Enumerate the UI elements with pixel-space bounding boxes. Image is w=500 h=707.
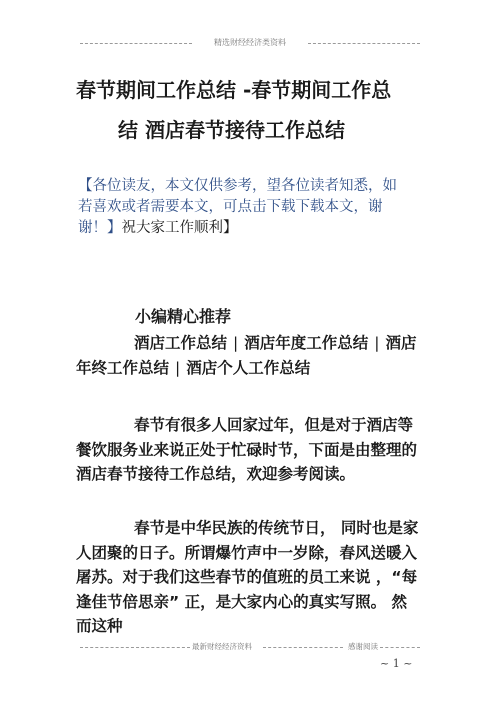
link-separator: | [175,358,181,377]
recommend-links [76,331,421,380]
promo-tail: 祝大家工作顺利】 [121,220,238,236]
page-footer [80,641,420,653]
recommend-link[interactable]: 酒店个人工作总结 [186,358,311,377]
footer-rule [80,647,190,648]
footer-rule [263,647,343,648]
footer-right-text: 感谢阅读 [348,642,378,651]
title-line-1: 春节期间工作总结 -春节期间工作总 [76,78,392,102]
body-paragraph-2: 春节是中华民族的传统节日， 同时也是家人团聚的日子。所谓爆竹声中一岁除，春风送暖入屠苏。对于我们这些春节的值班的员工来说 ，“每逢佳节倍思亲” 正，是大家内心的真实写照。 然而这种 [76,519,419,635]
title-line-2: 结 酒店春节接待工作总结 [118,118,345,142]
body-paragraph-1: 春节有很多人回家过年，但是对于酒店等餐饮服务业来说正处于忙碌时节，下面是由整理的酒店春节接待工作总结，欢迎参考阅读。 [76,416,418,483]
link-separator: | [233,334,239,352]
header-rule-right [308,43,420,44]
page-number: ~ 1 ~ [380,657,413,670]
promo-notice [78,176,408,239]
page-header [80,36,420,50]
link-separator: | [374,334,380,352]
header-text: 精选财经经济类资料 [214,38,286,47]
footer-left-text: 最新财经经济资料 [192,642,252,651]
recommend-link[interactable]: 酒店工作总结 [134,334,228,352]
recommend-title: 小编精心推荐 [135,307,232,326]
recommend-link[interactable]: 酒店年度工作总结 [244,334,369,352]
footer-rule [380,647,420,648]
promo-text: 【各位读友，本文仅供参考，望各位读者知悉，如若喜欢或者需要本文，可点击下载下载本文，谢谢！】 [78,178,397,236]
recommend-link[interactable]: 酒店年终工作总结 [76,334,417,377]
